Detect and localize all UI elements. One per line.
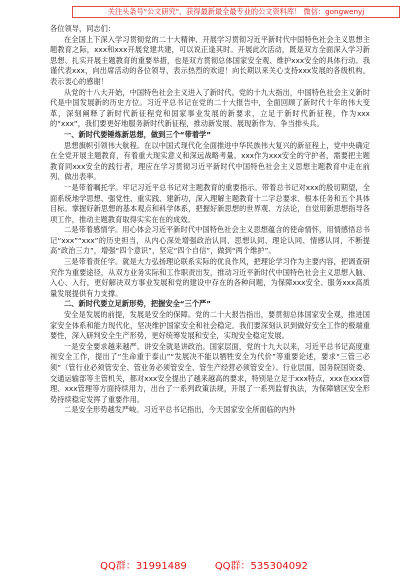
paragraph: 安全是发展的前提，发展是安全的保障。党的二十大报告指出，要贯彻总体国家安全观，推进国家安全体系和能力现代化，坚决维护国家安全和社会稳定。我们要深刻认识到做好安全工作的极端重要性，深入研判安全生产形势，更好统筹发展和安全，实现安全稳定发展。 [50, 310, 370, 341]
paragraph: 从党的十八大开始，中国特色社会主义进入了新时代。党的十九大指出，中国特色社会主义新时代是中国发展新的历史方位。习近平总书记在党的二十大报告中，全面回顾了新时代十年的伟大变革，深刻阐释了新时代新征程党和国家事业发展的新要求，立足于新时代新征程，作为xxx的“xxx”，我们要更好地服务新时代新征程，推动新发展、展现新作为、争当排头兵。 [50, 87, 370, 129]
paragraph: 思想旗帜引领伟大航程。在以中国式现代化全面推进中华民族伟大复兴的新征程上，党中央确定在全党开展主题教育，有着重大现实意义和深远战略考量。xxx作为xxx安全的守护者，需要把主题教育同xxx安全的践行者，理应在学习贯彻习近平新时代中国特色社会主义思想主题教育中走在前列、做出表率。 [50, 140, 370, 182]
paragraph: 三是带着责任学。就是大力弘扬理论联系实际的优良作风，把理论学习作为主要内容，把调查研究作为重要途径，从双方业务实际和工作职责出发，推动习近平新时代中国特色社会主义思想入脑、入心、入行，更好解决双方事业发展和党的建设中存在的各种问题，为保障xxx安全、服务xxx高质量发展提供有力支撑。 [50, 257, 370, 298]
promo-banner: 关注头条号"公文研究"，获得最新最全最专业的公文资料库！ 微信：gongwenyj [72, 6, 400, 18]
footer [0, 560, 408, 574]
section-heading: 二、新时代要立足新形势，把握安全“三个严” [64, 299, 212, 309]
paragraph: 一是安全要求越来越严。讲安全就是讲政治。国家层面，党的十九大以来，习近平总书记高度重视安全工作，提出了“生命重于泰山”“发展决不能以牺牲安全为代价”等重要论述，要求“三管三必须”（管行业必须管安全、管业务必须管安全、管生产经营必须管安全）。行业层面，国务院国资委、交通运输部等主管机关，都对xxx安全提出了越来越高的要求，特别是立足于xxx特点，xxx在xxx管理、xxx管理等方面持续用力，出台了一系列政策法规，开展了一系列监督执法，为保障辖区安全形势持续稳定发挥了重要作用。 [50, 341, 370, 404]
salutation: 各位领导，同志们： [50, 24, 116, 33]
section-heading: 一、新时代要锤炼新思想，做到三个“带着学” [64, 129, 212, 139]
paragraph: 二是安全形势越发严峻。习近平总书记指出，今天国家安全所面临的内外 [64, 405, 296, 415]
paragraph: 二是带着感情学。用心体会习近平新时代中国特色社会主义思想蕴含的使命情怀，用情感悟总书记“xxx”“xxx”的历史担当，从内心深处增强政治认同、思想认同、理论认同、情感认同，不断提高“政治三力”，增强“四个意识”，坚定“四个自信”，做到“两个维护”。 [50, 225, 370, 256]
qq-group-2: QQ群：535304092 [214, 561, 308, 572]
document-body [50, 24, 370, 556]
paragraph: 一是带着嘱托学。牢记习近平总书记对主题教育的重要指示。带着总书记对xxx的殷切期望，全面系统地学思想、强党性、重实践、建新功，深入理解主题教育十二字总要求、根本任务和五个具体目标。掌握好新思想的基本观点和科学体系，把握好新思想的世界观、方法论，自觉用新思想指导各项工作，推动主题教育取得实实在在的成效。 [50, 182, 370, 224]
qq-group-1: QQ群：31991489 [100, 561, 187, 572]
paragraph: 在全国上下深入学习贯彻党的二十大精神、开展学习贯彻习近平新时代中国特色社会主义思想主题教育之际，xxx和xxx开展党建共建，可以说正逢其时。开展此次活动，既是双方全面深入学习新思想、扎实开展主题教育的重要举措，也是双方贯彻总体国家安全观、维护xxx安全的具体行动。我谨代表xxx，向出席活动的各位领导，表示热烈的欢迎！向长期以来关心支持xxx发展的各级机构，表示衷心的感谢！ [50, 34, 370, 86]
